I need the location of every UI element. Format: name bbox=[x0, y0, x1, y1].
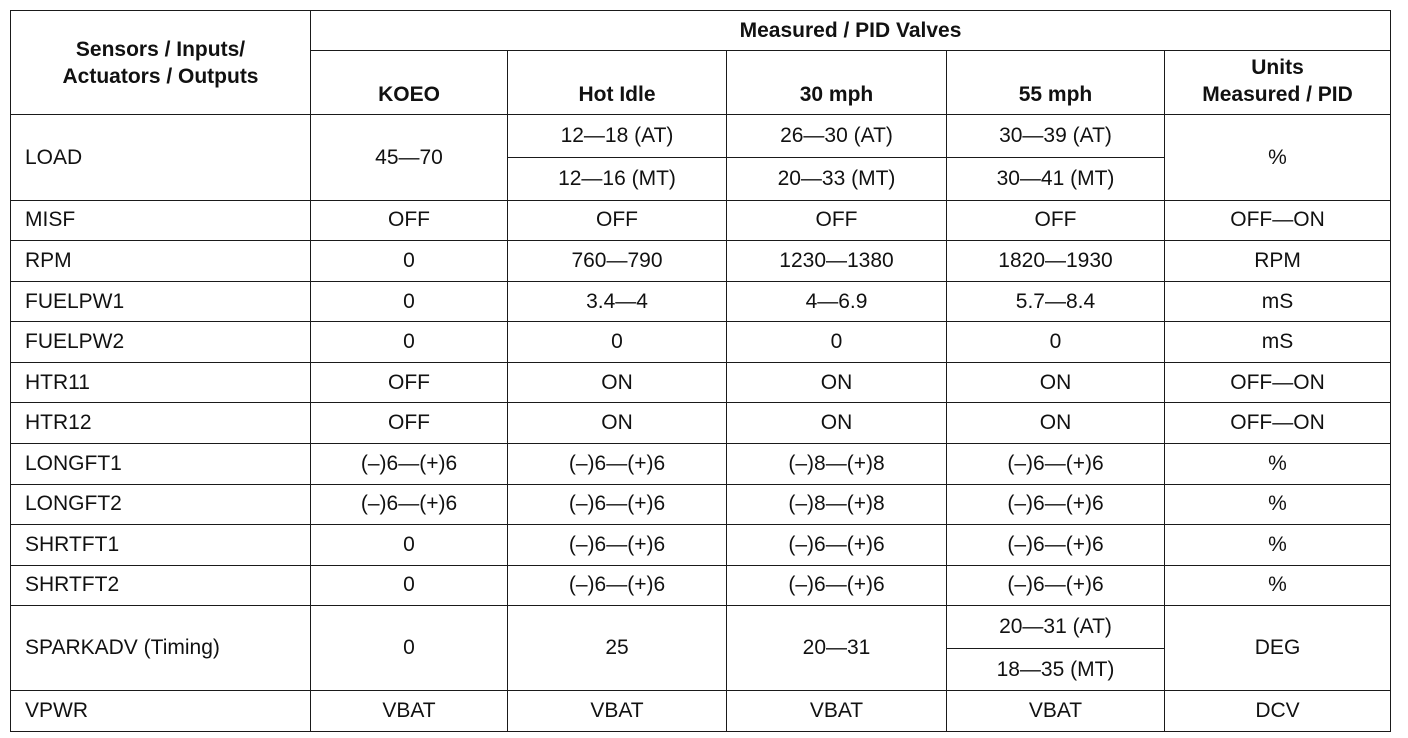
cell-55mph-at: 20—31 (AT) bbox=[947, 606, 1165, 649]
cell-koeo: (–)6—(+)6 bbox=[311, 484, 508, 525]
cell-koeo: 0 bbox=[311, 322, 508, 363]
cell-30mph: 20—31 bbox=[727, 606, 947, 691]
cell-koeo: 45—70 bbox=[311, 115, 508, 200]
table-row-fuelpw1 bbox=[11, 281, 1391, 322]
cell-hot-idle: (–)6—(+)6 bbox=[508, 443, 727, 484]
cell-55mph-at: 30—39 (AT) bbox=[947, 115, 1165, 158]
table-row-htr12 bbox=[11, 403, 1391, 444]
header-55mph: 55 mph bbox=[947, 50, 1165, 115]
header-koeo: KOEO bbox=[311, 50, 508, 115]
cell-koeo: OFF bbox=[311, 403, 508, 444]
cell-30mph: (–)6—(+)6 bbox=[727, 525, 947, 566]
cell-hot-idle: (–)6—(+)6 bbox=[508, 565, 727, 606]
cell-units: DCV bbox=[1165, 691, 1391, 732]
pid-values-table bbox=[10, 10, 1391, 732]
cell-hot-idle: (–)6—(+)6 bbox=[508, 525, 727, 566]
table-row-vpwr bbox=[11, 691, 1391, 732]
cell-55mph-mt: 30—41 (MT) bbox=[947, 158, 1165, 201]
cell-units: DEG bbox=[1165, 606, 1391, 691]
cell-koeo: OFF bbox=[311, 200, 508, 241]
cell-hot-idle-mt: 12—16 (MT) bbox=[508, 158, 727, 201]
cell-units: % bbox=[1165, 525, 1391, 566]
cell-55mph: (–)6—(+)6 bbox=[947, 443, 1165, 484]
table-row-misf bbox=[11, 200, 1391, 241]
cell-hot-idle: ON bbox=[508, 362, 727, 403]
cell-hot-idle: VBAT bbox=[508, 691, 727, 732]
cell-units: OFF—ON bbox=[1165, 362, 1391, 403]
row-label: SHRTFT2 bbox=[11, 565, 311, 606]
header-hot-idle: Hot Idle bbox=[508, 50, 727, 115]
cell-hot-idle: ON bbox=[508, 403, 727, 444]
cell-units: RPM bbox=[1165, 241, 1391, 282]
cell-30mph-at: 26—30 (AT) bbox=[727, 115, 947, 158]
cell-units: OFF—ON bbox=[1165, 403, 1391, 444]
row-label: MISF bbox=[11, 200, 311, 241]
cell-55mph: 1820—1930 bbox=[947, 241, 1165, 282]
header-units-line2: Measured / PID bbox=[1202, 83, 1353, 107]
cell-koeo: 0 bbox=[311, 565, 508, 606]
cell-30mph-mt: 20—33 (MT) bbox=[727, 158, 947, 201]
cell-koeo: 0 bbox=[311, 241, 508, 282]
cell-55mph: 5.7—8.4 bbox=[947, 281, 1165, 322]
cell-30mph: ON bbox=[727, 403, 947, 444]
cell-30mph: OFF bbox=[727, 200, 947, 241]
table-row-fuelpw2 bbox=[11, 322, 1391, 363]
row-label: SPARKADV (Timing) bbox=[11, 606, 311, 691]
header-sensors-line2: Actuators / Outputs bbox=[62, 64, 259, 88]
header-measured-group: Measured / PID Valves bbox=[311, 11, 1391, 51]
table-row-shrtft1 bbox=[11, 525, 1391, 566]
row-label: VPWR bbox=[11, 691, 311, 732]
table-row-rpm bbox=[11, 241, 1391, 282]
cell-units: OFF—ON bbox=[1165, 200, 1391, 241]
cell-55mph: (–)6—(+)6 bbox=[947, 565, 1165, 606]
row-label: LONGFT1 bbox=[11, 443, 311, 484]
cell-30mph: (–)8—(+)8 bbox=[727, 443, 947, 484]
header-units-line1: Units bbox=[1251, 56, 1304, 80]
header-sensors-line1: Sensors / Inputs/ bbox=[75, 37, 246, 61]
cell-hot-idle: 3.4—4 bbox=[508, 281, 727, 322]
cell-55mph: OFF bbox=[947, 200, 1165, 241]
cell-hot-idle: 25 bbox=[508, 606, 727, 691]
header-units bbox=[1165, 50, 1391, 115]
table-row-sparkadv bbox=[11, 606, 1391, 649]
cell-55mph: ON bbox=[947, 403, 1165, 444]
cell-55mph: VBAT bbox=[947, 691, 1165, 732]
cell-55mph: 0 bbox=[947, 322, 1165, 363]
cell-units: % bbox=[1165, 443, 1391, 484]
cell-55mph-mt: 18—35 (MT) bbox=[947, 648, 1165, 691]
row-label: LOAD bbox=[11, 115, 311, 200]
cell-30mph: (–)6—(+)6 bbox=[727, 565, 947, 606]
cell-koeo: (–)6—(+)6 bbox=[311, 443, 508, 484]
cell-koeo: 0 bbox=[311, 606, 508, 691]
cell-30mph: ON bbox=[727, 362, 947, 403]
row-label: FUELPW2 bbox=[11, 322, 311, 363]
cell-koeo: OFF bbox=[311, 362, 508, 403]
cell-hot-idle: (–)6—(+)6 bbox=[508, 484, 727, 525]
cell-hot-idle-at: 12—18 (AT) bbox=[508, 115, 727, 158]
cell-30mph: 0 bbox=[727, 322, 947, 363]
cell-30mph: 1230—1380 bbox=[727, 241, 947, 282]
row-label: LONGFT2 bbox=[11, 484, 311, 525]
table-row-shrtft2 bbox=[11, 565, 1391, 606]
row-label: HTR11 bbox=[11, 362, 311, 403]
header-30mph: 30 mph bbox=[727, 50, 947, 115]
row-label: SHRTFT1 bbox=[11, 525, 311, 566]
cell-units: mS bbox=[1165, 322, 1391, 363]
cell-units: % bbox=[1165, 115, 1391, 200]
cell-units: % bbox=[1165, 484, 1391, 525]
cell-55mph: ON bbox=[947, 362, 1165, 403]
cell-koeo: VBAT bbox=[311, 691, 508, 732]
cell-hot-idle: 760—790 bbox=[508, 241, 727, 282]
cell-30mph: VBAT bbox=[727, 691, 947, 732]
cell-units: % bbox=[1165, 565, 1391, 606]
table-row-htr11 bbox=[11, 362, 1391, 403]
table-row-load bbox=[11, 115, 1391, 158]
table-row-longft1 bbox=[11, 443, 1391, 484]
header-sensors bbox=[11, 11, 311, 115]
cell-units: mS bbox=[1165, 281, 1391, 322]
cell-koeo: 0 bbox=[311, 281, 508, 322]
row-label: FUELPW1 bbox=[11, 281, 311, 322]
cell-30mph: (–)8—(+)8 bbox=[727, 484, 947, 525]
cell-koeo: 0 bbox=[311, 525, 508, 566]
cell-hot-idle: 0 bbox=[508, 322, 727, 363]
cell-55mph: (–)6—(+)6 bbox=[947, 484, 1165, 525]
table-row-longft2 bbox=[11, 484, 1391, 525]
row-label: RPM bbox=[11, 241, 311, 282]
cell-30mph: 4—6.9 bbox=[727, 281, 947, 322]
row-label: HTR12 bbox=[11, 403, 311, 444]
cell-hot-idle: OFF bbox=[508, 200, 727, 241]
cell-55mph: (–)6—(+)6 bbox=[947, 525, 1165, 566]
